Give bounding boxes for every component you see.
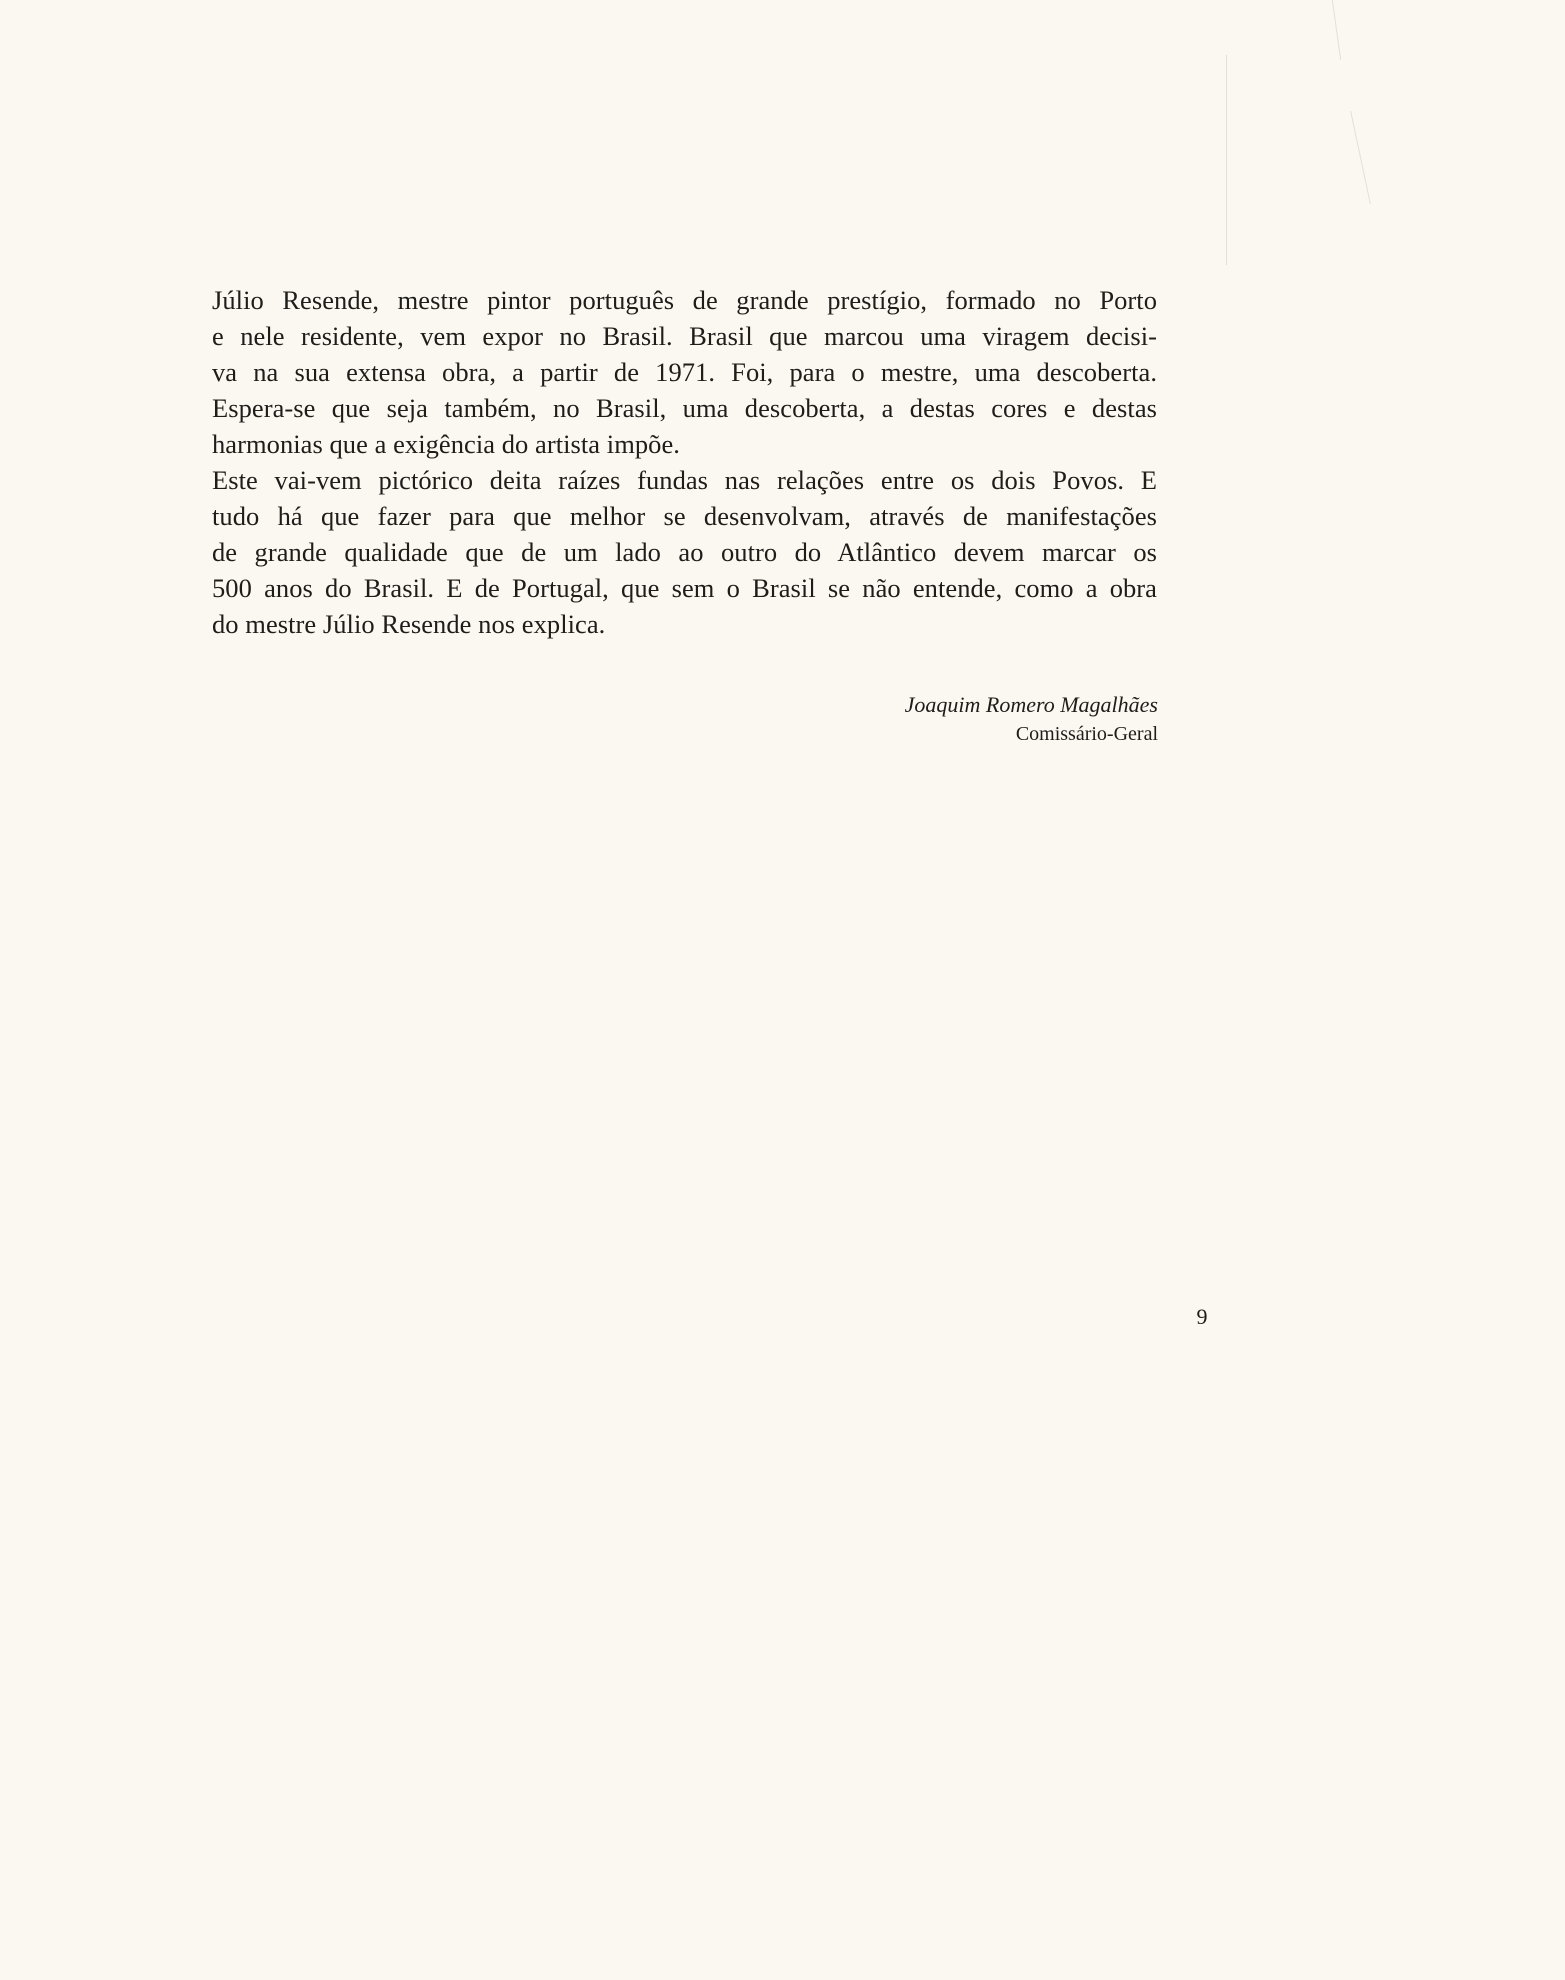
page-number: 9 — [1196, 1304, 1208, 1329]
signature-role: Comissário-Geral — [1015, 723, 1158, 745]
text-line: 500 anos do Brasil. E de Portugal, que sem o Brasil se não entende, como a obra — [212, 573, 1157, 603]
text-line: do mestre Júlio Resende nos explica. — [212, 609, 606, 639]
paper-scan-mark — [1350, 111, 1371, 204]
paper-scan-mark — [1226, 55, 1227, 265]
signature-name: Joaquim Romero Magalhães — [904, 692, 1158, 717]
text-line: harmonias que a exigência do artista impõe. — [212, 429, 680, 459]
paper-scan-mark — [1332, 0, 1341, 60]
text-line: Espera-se que seja também, no Brasil, uma descoberta, a destas cores e destas — [212, 393, 1157, 423]
paragraph-2 — [212, 462, 1157, 642]
text-line: Este vai-vem pictórico deita raízes fundas nas relações entre os dois Povos. E — [212, 465, 1157, 495]
text-line: tudo há que fazer para que melhor se desenvolvam, através de manifestações — [212, 501, 1157, 531]
text-line: e nele residente, vem expor no Brasil. Brasil que marcou uma viragem decisi- — [212, 321, 1157, 351]
text-line: de grande qualidade que de um lado ao outro do Atlântico devem marcar os — [212, 537, 1157, 567]
paragraph-1 — [212, 282, 1157, 462]
text-line: va na sua extensa obra, a partir de 1971. Foi, para o mestre, uma descoberta. — [212, 357, 1157, 387]
signature-block — [700, 690, 1158, 748]
text-line: Júlio Resende, mestre pintor português de grande prestígio, formado no Porto — [212, 285, 1157, 315]
body-text — [212, 282, 1157, 642]
